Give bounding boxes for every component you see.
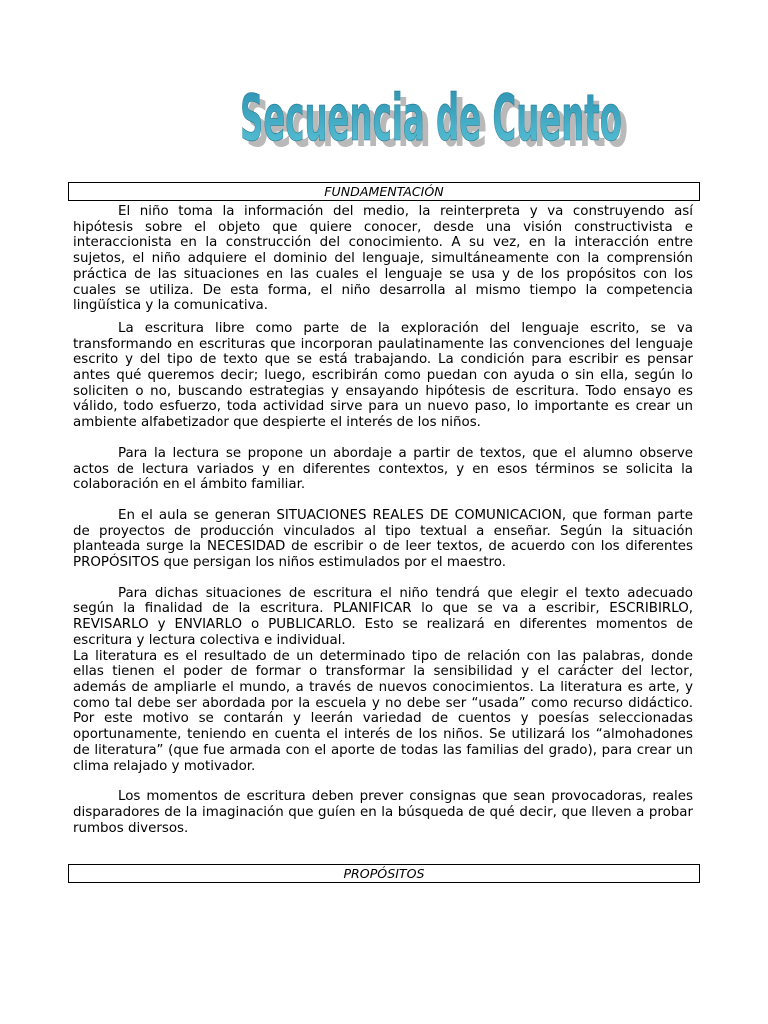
paragraph: La literatura es el resultado de un determinado tipo de relación con las palabras, donde ellas tienen el poder de formar o transformar la sensibilidad y el carácter del lector, además de ampliarle el mundo, a través de nuevos conocimientos. La literatura es arte, y como tal debe ser abordada por la escuela y no debe ser “usada” como recurso didáctico. Por este motivo se contarán y leerán variedad de cuentos y poesías seleccionadas oportunamente, teniendo en cuenta el interés de los niños. Se utilizará los “almohadones de literatura” (que fue armada con el aporte de todas las familias del grado), para crear un clima relajado y motivador. <box>73 648 693 774</box>
paragraph: Para dichas situaciones de escritura el niño tendrá que elegir el texto adecuado según la finalidad de la escritura. PLANIFICAR lo que se va a escribir, ESCRIBIRLO, REVISARLO y ENVIARLO o PUBLICARLO. Esto se realizará en diferentes momentos de escritura y lectura colectiva e individual. <box>73 585 693 648</box>
paragraph: Los momentos de escritura deben prever consignas que sean provocadoras, reales disparadores de la imaginación que guíen en la búsqueda de qué decir, que lleven a probar rumbos diversos. <box>73 789 693 836</box>
page-title: Secuencia de Cuento <box>240 82 622 156</box>
paragraph: La escritura libre como parte de la exploración del lenguaje escrito, se va transformando en escrituras que incorporan paulatinamente las convenciones del lenguaje escrito y del tipo de texto que se está trabajando. La condición para escribir es pensar antes qué queremos decir; luego, escribirán como puedan con ayuda o sin ella, según lo soliciten o no, buscando estrategias y ensayando hipótesis de escritura. Todo ensayo es válido, todo esfuerzo, toda actividad sirve para un nuevo paso, lo importante es crear un ambiente alfabetizador que despierte el interés de los niños. <box>73 320 693 431</box>
section-heading-propositos <box>68 864 700 883</box>
paragraph: Para la lectura se propone un abordaje a partir de textos, que el alumno observe actos de lectura variados y en diferentes contextos, y en esos términos se solicita la colaboración en el ámbito familiar. <box>73 445 693 493</box>
section-heading-fundamentacion <box>68 182 700 201</box>
paragraph: El niño toma la información del medio, la reinterpreta y va construyendo así hipótesis sobre el objeto que quiere conocer, desde una visión constructivista e interaccionista en la construcción del conocimiento. A su vez, en la interacción entre sujetos, el niño adquiere el dominio del lenguaje, simultáneamente con la comprensión práctica de las situaciones en las cuales el lenguaje se usa y de los propósitos con los cuales se utiliza. De esta forma, el niño desarrolla al mismo tiempo la competencia lingüística y la comunicativa. <box>73 204 693 314</box>
paragraph: En el aula se generan SITUACIONES REALES DE COMUNICACION, que forman parte de proyectos de producción vinculados al tipo textual a enseñar. Según la situación planteada surge la NECESIDAD de escribir o de leer textos, de acuerdo con los diferentes PROPÓSITOS que persigan los niños estimulados por el maestro. <box>73 507 693 571</box>
section-heading-text: PROPÓSITOS <box>343 866 425 881</box>
body-text <box>73 204 693 836</box>
title-shadow: Secuencia de Cuento <box>246 88 628 158</box>
section-heading-text: FUNDAMENTACIÓN <box>324 184 444 199</box>
title-graphic <box>236 62 636 158</box>
wordart-title <box>236 62 636 158</box>
